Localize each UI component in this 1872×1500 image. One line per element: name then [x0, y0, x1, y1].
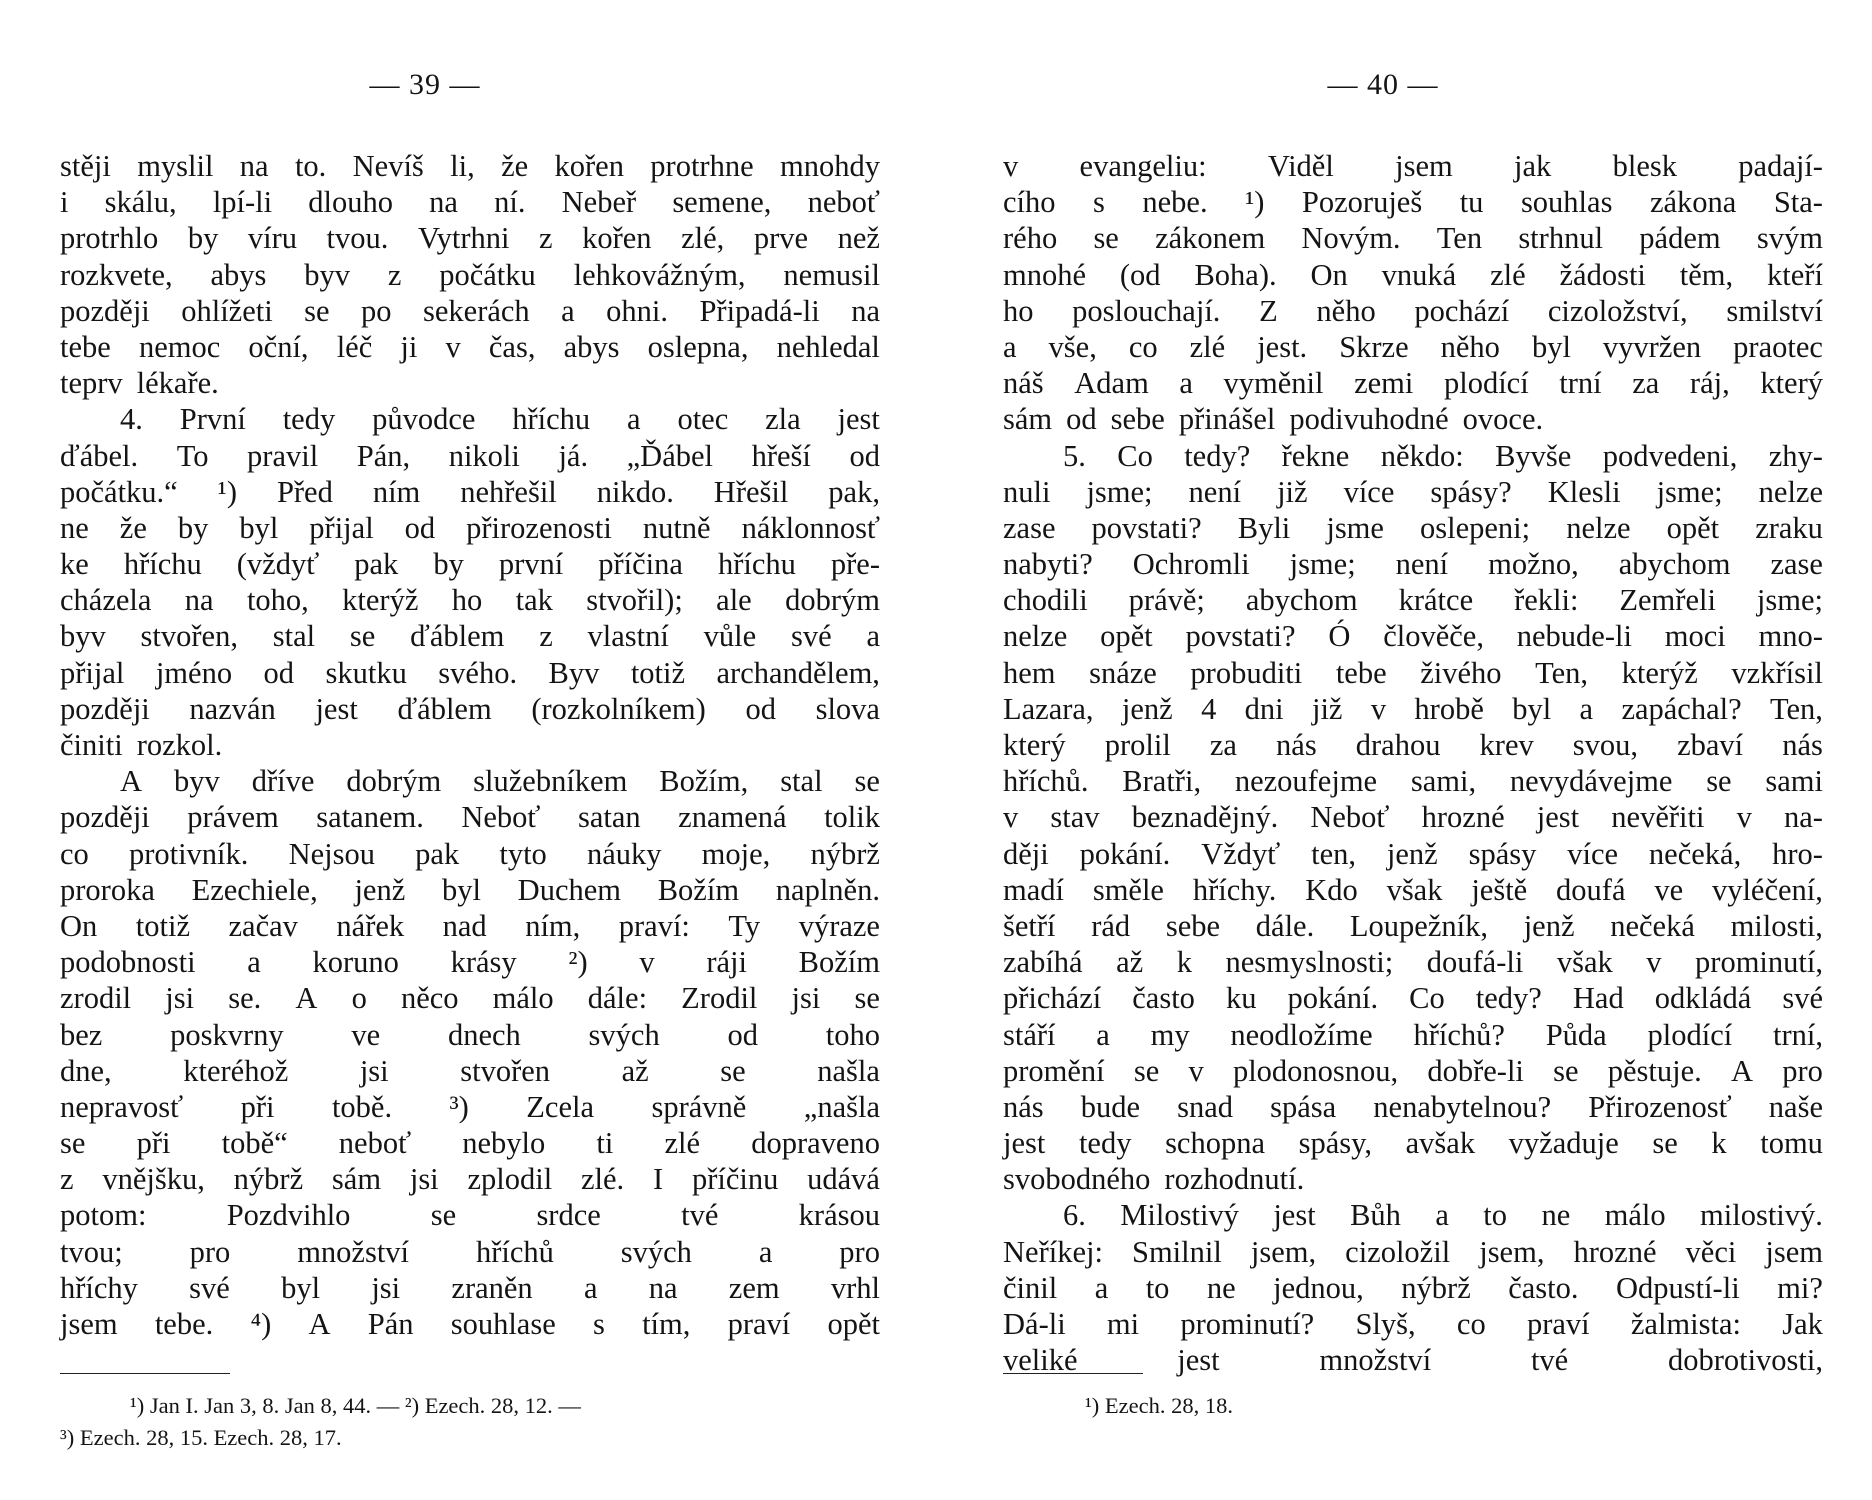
- text-line: nelze opět povstati? Ó člověče, nebude-li moci mno-: [1003, 619, 1823, 654]
- text-line: ďábel. To pravil Pán, nikoli já. „Ďábel hřeší od: [60, 438, 880, 473]
- page-number: — 40 —: [1327, 68, 1439, 101]
- text-line: hem snáze probuditi tebe živého Ten, kterýž vzkřísil: [1003, 655, 1823, 690]
- text-line: svobodného rozhodnutí.: [1003, 1162, 1305, 1197]
- text-line: šetří rád sebe dále. Loupežník, jenž nečeká milosti,: [1003, 908, 1823, 943]
- text-line: v evangeliu: Viděl jsem jak blesk padají-: [1003, 149, 1823, 183]
- text-line: přijal jméno od skutku svého. Byv totiž archandělem,: [60, 655, 880, 690]
- text-line: potom: Pozdvihlo se srdce tvé krásou: [60, 1198, 880, 1233]
- text-line: činil a to ne jednou, nýbrž často. Odpustí-li mi?: [1003, 1270, 1823, 1305]
- text-line: ho poslouchají. Z něho pochází cizoložství, smilství: [1003, 293, 1823, 328]
- text-line: ne že by byl přijal od přirozenosti nutně náklonnosť: [60, 510, 880, 545]
- text-line: později nazván jest ďáblem (rozkolníkem) od slova: [60, 691, 880, 726]
- text-line: stěji myslil na to. Nevíš li, že kořen protrhne mnohdy: [60, 149, 880, 183]
- footnote-divider: [60, 1373, 230, 1374]
- text-line: 6. Milostivý jest Bůh a to ne málo milostivý.: [1063, 1198, 1823, 1233]
- footnote-line: ¹) Ezech. 28, 18.: [1085, 1393, 1233, 1418]
- text-line: Dá-li mi prominutí? Slyš, co praví žalmista: Jak: [1003, 1307, 1823, 1341]
- text-line: činiti rozkol.: [60, 728, 223, 762]
- text-line: ke hříchu (vždyť pak by první příčina hříchu pře-: [60, 547, 880, 582]
- text-line: nás bude snad spása nenabytelnou? Přirozenosť naše: [1003, 1089, 1823, 1124]
- text-line: A byv dříve dobrým služebníkem Božím, stal se: [120, 764, 880, 799]
- text-line: nuli jsme; není již více spásy? Klesli jsme; nelze: [1003, 474, 1823, 509]
- text-line: madí směle hříchy. Kdo však ještě doufá ve vyléčení,: [1003, 872, 1823, 907]
- left-page: [60, 0, 880, 1500]
- text-line: hříchy své byl jsi zraněn a na zem vrhl: [60, 1270, 880, 1305]
- text-line: 5. Co tedy? řekne někdo: Byvše podvedeni, zhy-: [1063, 438, 1823, 473]
- text-line: v stav beznadějný. Neboť hrozné jest nevěřiti v na-: [1003, 800, 1823, 835]
- text-line: rého se zákonem Novým. Ten strhnul pádem svým: [1003, 221, 1823, 256]
- text-line: zabíhá až k nesmyslnosti; doufá-li však v prominutí,: [1003, 945, 1823, 980]
- text-line: dne, kteréhož jsi stvořen až se našla: [60, 1053, 880, 1088]
- text-line: veliké jest množství tvé dobrotivosti,: [1003, 1343, 1823, 1378]
- footnote-line: ³) Ezech. 28, 15. Ezech. 28, 17.: [60, 1425, 342, 1450]
- text-line: cházela na toho, kterýž ho tak stvořil); ale dobrým: [60, 583, 880, 618]
- text-line: se při tobě“ neboť nebylo ti zlé dopraveno: [60, 1126, 880, 1161]
- text-line: počátku.“ ¹) Před ním nehřešil nikdo. Hřešil pak,: [60, 474, 880, 509]
- text-line: byv stvořen, stal se ďáblem z vlastní vůle své a: [60, 619, 880, 654]
- text-line: On totiž začav nářek nad ním, praví: Ty výraze: [60, 908, 880, 943]
- text-line: protrhlo by víru tvou. Vytrhni z kořen zlé, prve než: [60, 221, 880, 256]
- text-line: bez poskvrny ve dnech svých od toho: [60, 1017, 880, 1052]
- footnotes: [60, 1390, 880, 1454]
- page-number: — 39 —: [369, 68, 481, 101]
- footnote-divider: [1003, 1373, 1143, 1374]
- text-line: co protivník. Nejsou pak tyto náuky moje, nýbrž: [60, 836, 880, 871]
- text-line: Lazara, jenž 4 dni již v hrobě byl a zapáchal? Ten,: [1003, 691, 1823, 726]
- text-line: náš Adam a vyměnil zemi plodící trní za ráj, který: [1003, 366, 1823, 401]
- text-line: promění se v plodonosnou, dobře-li se pěstuje. A pro: [1003, 1053, 1823, 1088]
- text-line: později právem satanem. Neboť satan znamená tolik: [60, 800, 880, 835]
- text-line: zase povstati? Byli jsme oslepeni; nelze opět zraku: [1003, 510, 1823, 545]
- text-line: 4. První tedy původce hříchu a otec zla jest: [120, 402, 880, 437]
- text-line: který prolil za nás drahou krev svou, zbaví nás: [1003, 728, 1823, 762]
- text-line: zrodil jsi se. A o něco málo dále: Zrodil jsi se: [60, 981, 880, 1016]
- text-line: chodili právě; abychom krátce řekli: Zemřeli jsme;: [1003, 583, 1823, 618]
- text-line: stáří a my neodložíme hříchů? Půda plodící trní,: [1003, 1017, 1823, 1052]
- footnotes: [1003, 1390, 1823, 1422]
- body-text: [60, 148, 880, 1342]
- body-text: [1003, 148, 1823, 1378]
- text-line: cího s nebe. ¹) Pozoruješ tu souhlas zákona Sta-: [1003, 185, 1823, 220]
- text-line: Neříkej: Smilnil jsem, cizoložil jsem, hrozné věci jsem: [1003, 1234, 1823, 1269]
- text-line: jsem tebe. ⁴) A Pán souhlase s tím, praví opět: [60, 1307, 880, 1341]
- text-line: teprv lékaře.: [60, 366, 219, 401]
- text-line: rozkvete, abys byv z počátku lehkovážným, nemusil: [60, 257, 880, 292]
- text-line: nepravosť při tobě. ³) Zcela správně „našla: [60, 1089, 880, 1124]
- footnote-line: ¹) Jan I. Jan 3, 8. Jan 8, 44. — ²) Ezech. 28, 12. —: [130, 1393, 581, 1418]
- text-line: proroka Ezechiele, jenž byl Duchem Božím naplněn.: [60, 872, 880, 907]
- text-line: a vše, co zlé jest. Skrze něho byl vyvržen praotec: [1003, 329, 1823, 364]
- text-line: z vnějšku, nýbrž sám jsi zplodil zlé. I příčinu udává: [60, 1162, 880, 1197]
- text-line: sám od sebe přinášel podivuhodné ovoce.: [1003, 402, 1544, 437]
- text-line: později ohlížeti se po sekerách a ohni. Připadá-li na: [60, 293, 880, 328]
- text-line: tebe nemoc oční, léč ji v čas, abys oslepna, nehledal: [60, 329, 880, 364]
- text-line: i skálu, lpí-li dlouho na ní. Nebeř semene, neboť: [60, 185, 880, 220]
- text-line: přichází často ku pokání. Co tedy? Had odkládá své: [1003, 981, 1823, 1016]
- text-line: podobnosti a koruno krásy ²) v ráji Božím: [60, 945, 880, 980]
- text-line: nabyti? Ochromli jsme; není možno, abychom zase: [1003, 547, 1823, 582]
- text-line: jest tedy schopna spásy, avšak vyžaduje se k tomu: [1003, 1126, 1823, 1161]
- right-page: [1003, 0, 1823, 1500]
- text-line: hříchů. Bratři, nezoufejme sami, nevydávejme se sami: [1003, 764, 1823, 799]
- text-line: tvou; pro množství hříchů svých a pro: [60, 1234, 880, 1269]
- text-line: mnohé (od Boha). On vnuká zlé žádosti těm, kteří: [1003, 257, 1823, 292]
- text-line: ději pokání. Vždyť ten, jenž spásy více nečeká, hro-: [1003, 836, 1823, 871]
